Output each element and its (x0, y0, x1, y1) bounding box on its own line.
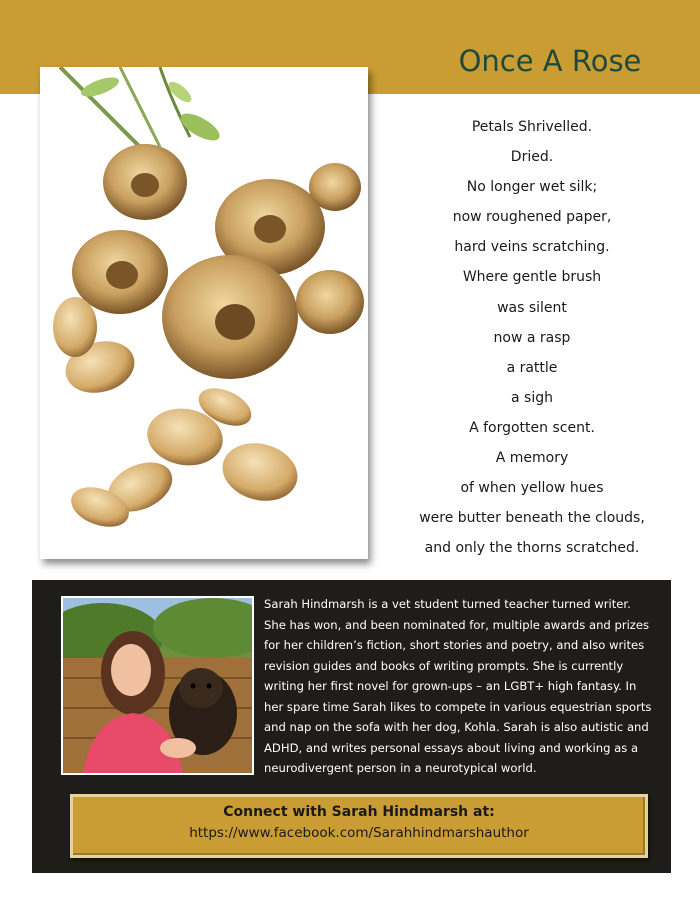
poem-line: No longer wet silk; (466, 179, 598, 196)
poem-body (392, 112, 672, 563)
author-bio-panel (32, 580, 671, 873)
poem-line: was silent (497, 299, 567, 316)
poem-line: a sigh (511, 389, 553, 406)
poem-line: Petals Shrivelled. (471, 119, 593, 135)
poem-line: A memory (495, 450, 569, 467)
poem-line: hard veins scratching. (454, 239, 610, 256)
poem-line: a rattle (506, 359, 558, 376)
poem-line: Dried. (510, 149, 554, 166)
author-photo (61, 596, 254, 775)
poem-title: Once A Rose (458, 44, 642, 78)
connect-title: Connect with Sarah Hindmarsh at: (223, 804, 495, 820)
poem-line: of when yellow hues (460, 480, 604, 497)
poem-line: now roughened paper, (452, 209, 612, 226)
facebook-link[interactable]: https://www.facebook.com/Sarahhindmarshauthor (189, 825, 529, 841)
poem-line: Where gentle brush (462, 269, 602, 286)
poem-line: A forgotten scent. (469, 419, 595, 436)
dried-roses-photo (40, 67, 368, 559)
poem-line: were butter beneath the clouds, (419, 510, 645, 527)
author-bio-text: Sarah Hindmarsh is a vet student turned teacher turned writer. She has won, and been nominated for, multiple awards and prizes for her children’s fiction, short stories and poetry, and also writes revision guides and books of writing prompts. She is currently writing her first novel for grown-ups – an LGBT+ high fantasy. In her spare time Sarah likes to compete in various equestrian sports and nap on the sofa with her dog, Kohla. Sarah is also autistic and ADHD, and writes personal essays about living and working as a neurodivergent person in a neurotypical world. (264, 597, 652, 775)
poem-line: and only the thorns scratched. (424, 540, 640, 557)
connect-box (70, 794, 648, 858)
poem-line: now a rasp (493, 329, 571, 346)
